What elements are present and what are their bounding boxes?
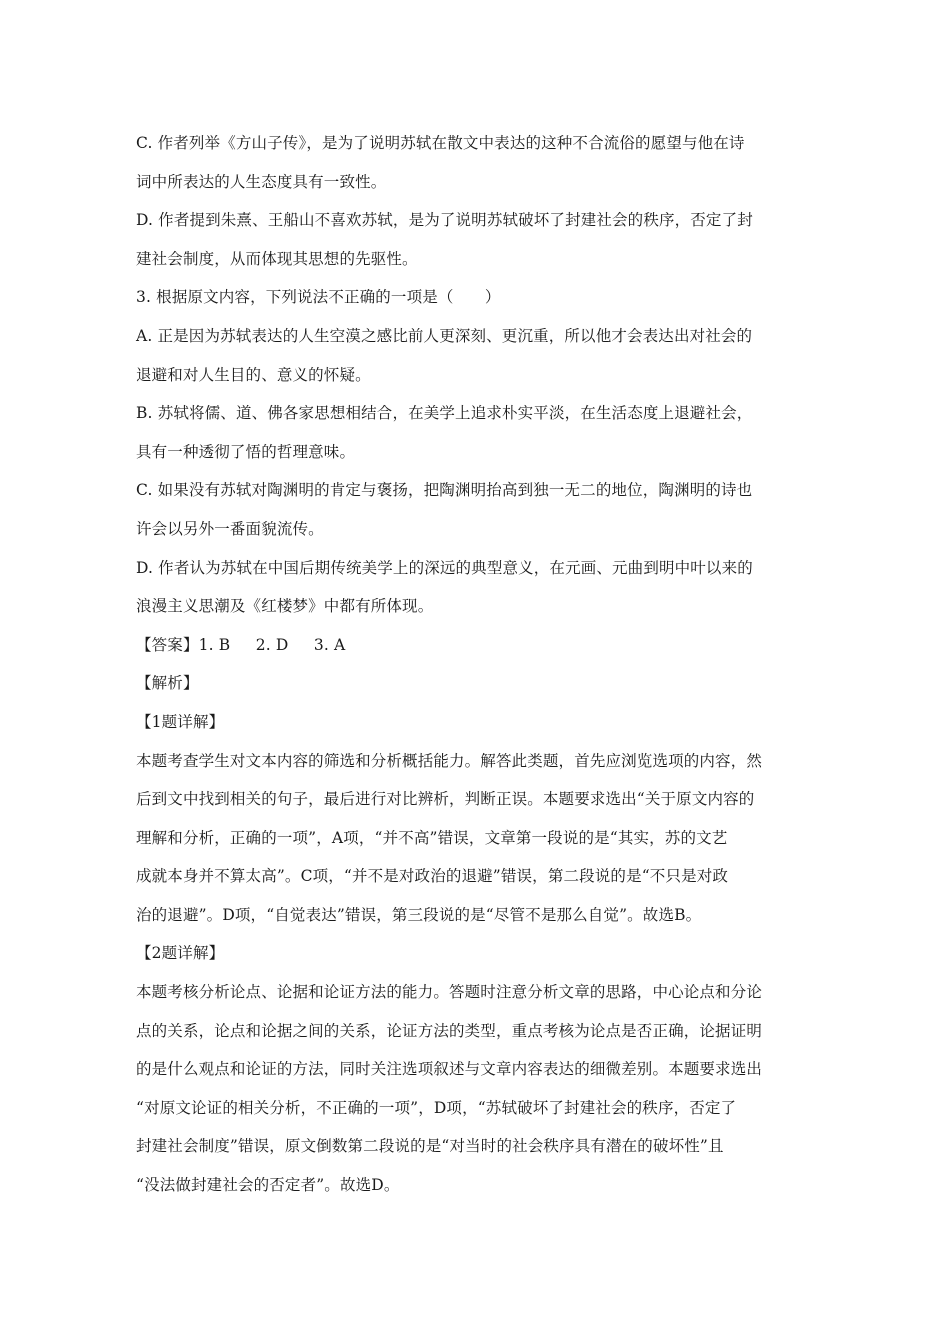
q3-option-b-line-2: 具有一种透彻了悟的哲理意味。 [136,442,356,461]
document-body [136,124,816,1205]
question-3-stem: 3. 根据原文内容，下列说法不正确的一项是（ ） [136,288,501,307]
option-c-line-2: 词中所表达的人生态度具有一致性。 [136,172,387,191]
q2-detail-line-4: “对原文论证的相关分析，不正确的一项”，D项，“苏轼破坏了封建社会的秩序，否定了 [136,1098,737,1117]
q3-option-d-line-2: 浪漫主义思潮及《红楼梦》中都有所体现。 [136,597,434,616]
q3-option-a-line-2: 退避和对人生目的、意义的怀疑。 [136,365,371,384]
q2-detail-line-1: 本题考核分析论点、论据和论证方法的能力。答题时注意分析文章的思路，中心论点和分论 [136,983,763,1002]
q1-detail-line-3: 理解和分析，正确的一项”，A项，“并不高”错误，文章第一段说的是“其实，苏的文艺 [136,828,728,847]
q3-option-d-line-1: D. 作者认为苏轼在中国后期传统美学上的深远的典型意义，在元画、元曲到明中叶以来的 [136,558,753,577]
answer-key: 【答案】1. B 2. D 3. A [136,635,346,654]
option-d-line-1: D. 作者提到朱熹、王船山不喜欢苏轼，是为了说明苏轼破坏了封建社会的秩序，否定了封 [136,211,753,230]
analysis-heading: 【解析】 [136,674,199,693]
q1-detail-heading: 【1题详解】 [136,712,225,731]
q2-detail-line-2: 点的关系，论点和论据之间的关系，论证方法的类型，重点考核为论点是否正确，论据证明 [136,1021,763,1040]
q1-detail-line-5: 治的退避”。D项，“自觉表达”错误，第三段说的是“尽管不是那么自觉”。故选B。 [136,905,702,924]
q3-option-c-line-1: C. 如果没有苏轼对陶渊明的肯定与褒扬，把陶渊明抬高到独一无二的地位，陶渊明的诗也 [136,481,753,500]
q2-detail-line-3: 的是什么观点和论证的方法，同时关注选项叙述与文章内容表达的细微差别。本题要求选出 [136,1060,763,1079]
option-d-line-2: 建社会制度，从而体现其思想的先驱性。 [136,249,418,268]
q1-detail-line-2: 后到文中找到相关的句子，最后进行对比辨析，判断正误。本题要求选出“关于原文内容的 [136,790,755,809]
q2-detail-line-6: “没法做封建社会的否定者”。故选D。 [136,1176,400,1195]
q1-detail-line-1: 本题考查学生对文本内容的筛选和分析概括能力。解答此类题，首先应浏览选项的内容，然 [136,751,763,770]
q1-detail-line-4: 成就本身并不算太高”。C项，“并不是对政治的退避”错误，第二段说的是“不只是对政 [136,867,729,886]
q3-option-b-line-1: B. 苏轼将儒、道、佛各家思想相结合，在美学上追求朴实平淡，在生活态度上退避社会， [136,404,753,423]
q3-option-c-line-2: 许会以另外一番面貌流传。 [136,519,324,538]
q2-detail-line-5: 封建社会制度”错误，原文倒数第二段说的是“对当时的社会秩序具有潜在的破坏性”且 [136,1137,724,1156]
q2-detail-heading: 【2题详解】 [136,944,225,963]
q3-option-a-line-1: A. 正是因为苏轼表达的人生空漠之感比前人更深刻、更沉重，所以他才会表达出对社会的 [136,326,753,345]
option-c-line-1: C. 作者列举《方山子传》，是为了说明苏轼在散文中表达的这种不合流俗的愿望与他在诗 [136,134,745,152]
